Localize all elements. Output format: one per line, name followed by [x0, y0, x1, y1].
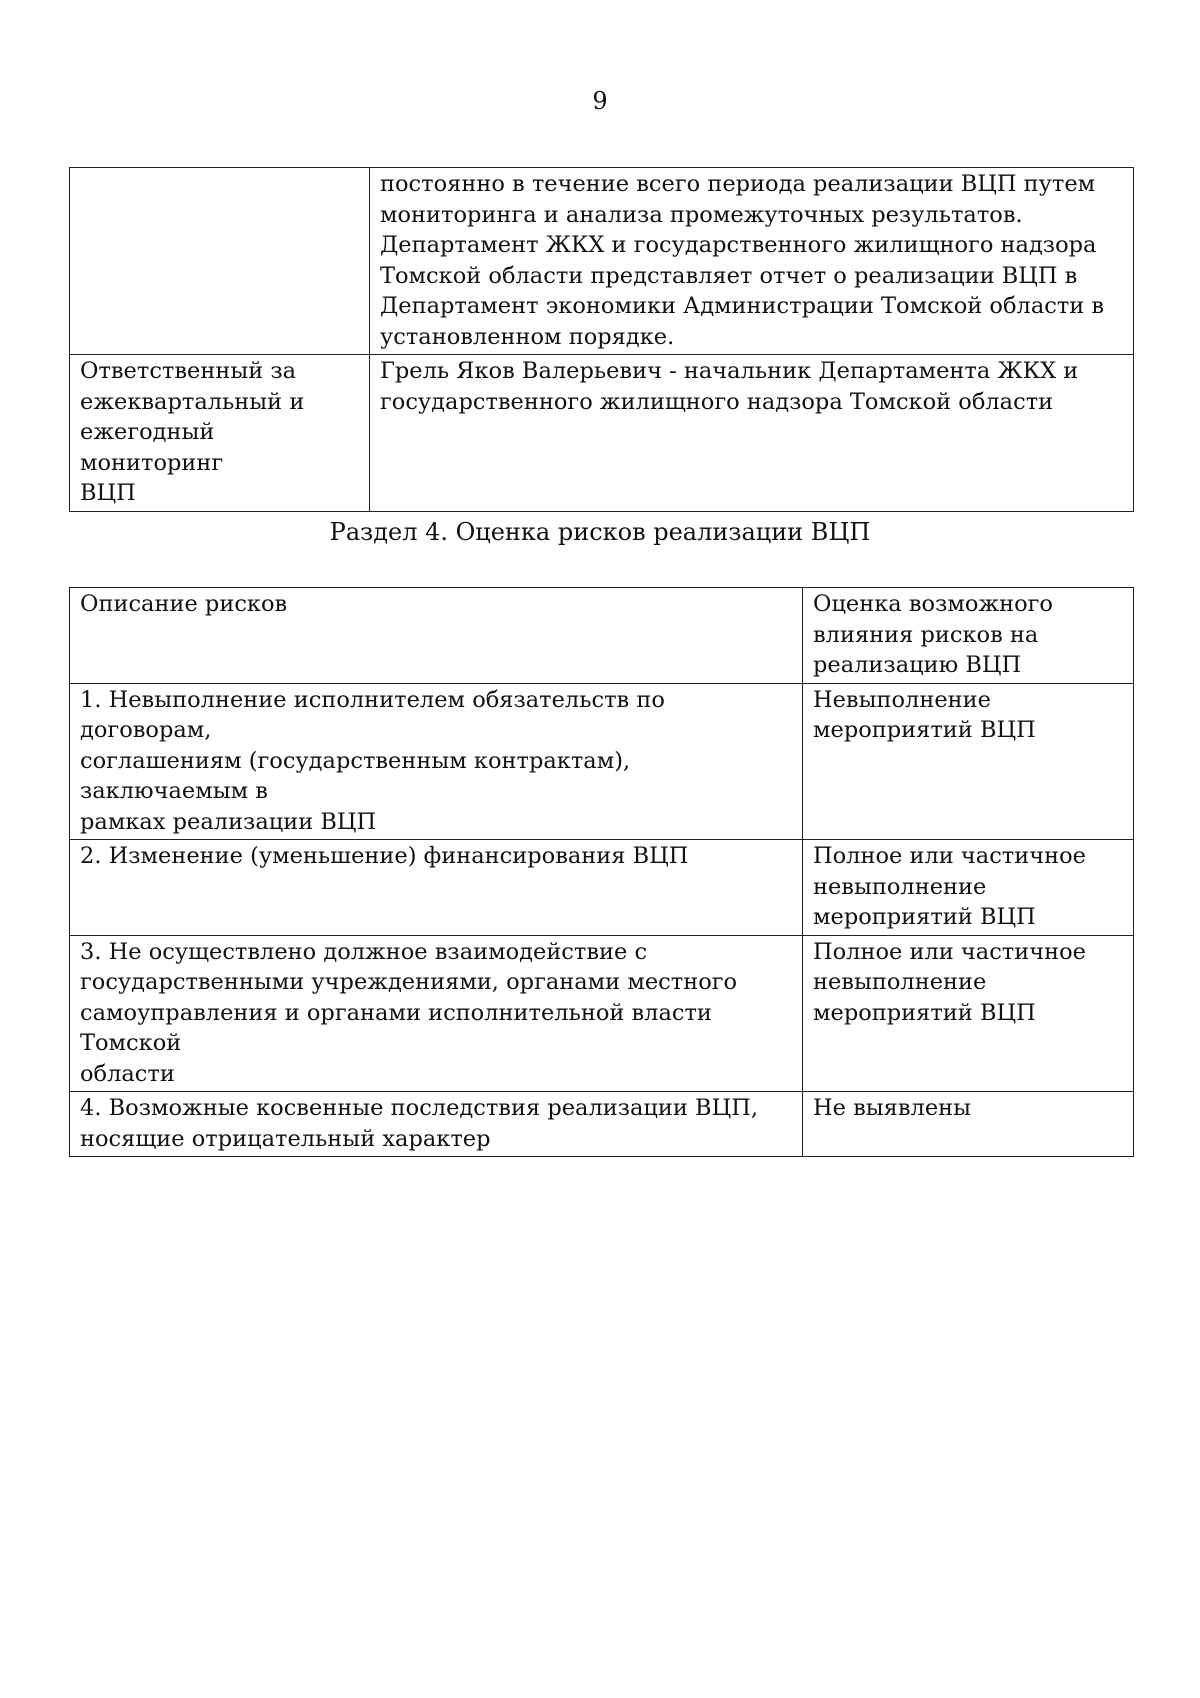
- cell-text: постоянно в течение всего периода реализации ВЦП путем мониторинга и анализа промежуточных результатов. Департамент ЖКХ и государственного жилищного надзора Томской области представляет отчет о реализации ВЦП в Департамент экономики Администрации Томской области в установленном порядке.: [380, 171, 1105, 350]
- risk-description-cell: [70, 683, 803, 840]
- cell-text: 2. Изменение (уменьшение) финансирования ВЦП: [80, 843, 689, 869]
- program-info-table: [69, 167, 1134, 512]
- risk-description-cell: [70, 1092, 803, 1157]
- column-header-description: [70, 588, 803, 684]
- column-header-impact: [803, 588, 1134, 684]
- risk-impact-cell: [803, 935, 1134, 1092]
- risk-description-cell: [70, 935, 803, 1092]
- risk-description-cell: [70, 840, 803, 936]
- table-row: [70, 840, 1134, 936]
- cell-text: Полное или частичное невыполнение мероприятий ВЦП: [813, 938, 1086, 1026]
- header-text: Оценка возможного влияния рисков на реализацию ВЦП: [813, 591, 1053, 678]
- table-header-row: [70, 588, 1134, 684]
- cell-text: Полное или частичное невыполнение мероприятий ВЦП: [813, 843, 1086, 930]
- risk-impact-cell: [803, 683, 1134, 840]
- risk-table: [69, 587, 1134, 1157]
- table-cell-label: [70, 355, 370, 512]
- risk-impact-cell: [803, 840, 1134, 936]
- cell-text: 4. Возможные косвенные последствия реализации ВЦП, носящие отрицательный характер: [80, 1095, 758, 1152]
- cell-text: Невыполнение мероприятий ВЦП: [813, 686, 1036, 743]
- cell-text: 3. Не осуществлено должное взаимодействие с государственными учреждениями, органами местного самоуправления и органами исполнительной власти Томской области: [80, 938, 738, 1087]
- risk-impact-cell: [803, 1092, 1134, 1157]
- table-cell-label: [70, 168, 370, 355]
- cell-text: 1. Невыполнение исполнителем обязательств по договорам, соглашениям (государственным контрактам), заключаемым в рамках реализации ВЦП: [80, 686, 665, 835]
- cell-text: Грель Яков Валерьевич - начальник Департамента ЖКХ и государственного жилищного надзора Томской области: [380, 358, 1079, 415]
- page-number: 9: [592, 87, 608, 115]
- table-row: [70, 168, 1134, 355]
- table-row: [70, 935, 1134, 1092]
- header-text: Описание рисков: [80, 591, 288, 617]
- table-cell-value: [370, 355, 1134, 512]
- table-row: [70, 355, 1134, 512]
- table-row: [70, 683, 1134, 840]
- cell-text: Ответственный за ежеквартальный и ежегодный мониторинг ВЦП: [80, 358, 305, 506]
- table-cell-value: [370, 168, 1134, 355]
- section-title: Раздел 4. Оценка рисков реализации ВЦП: [329, 518, 871, 546]
- table-row: [70, 1092, 1134, 1157]
- cell-text: Не выявлены: [813, 1095, 972, 1121]
